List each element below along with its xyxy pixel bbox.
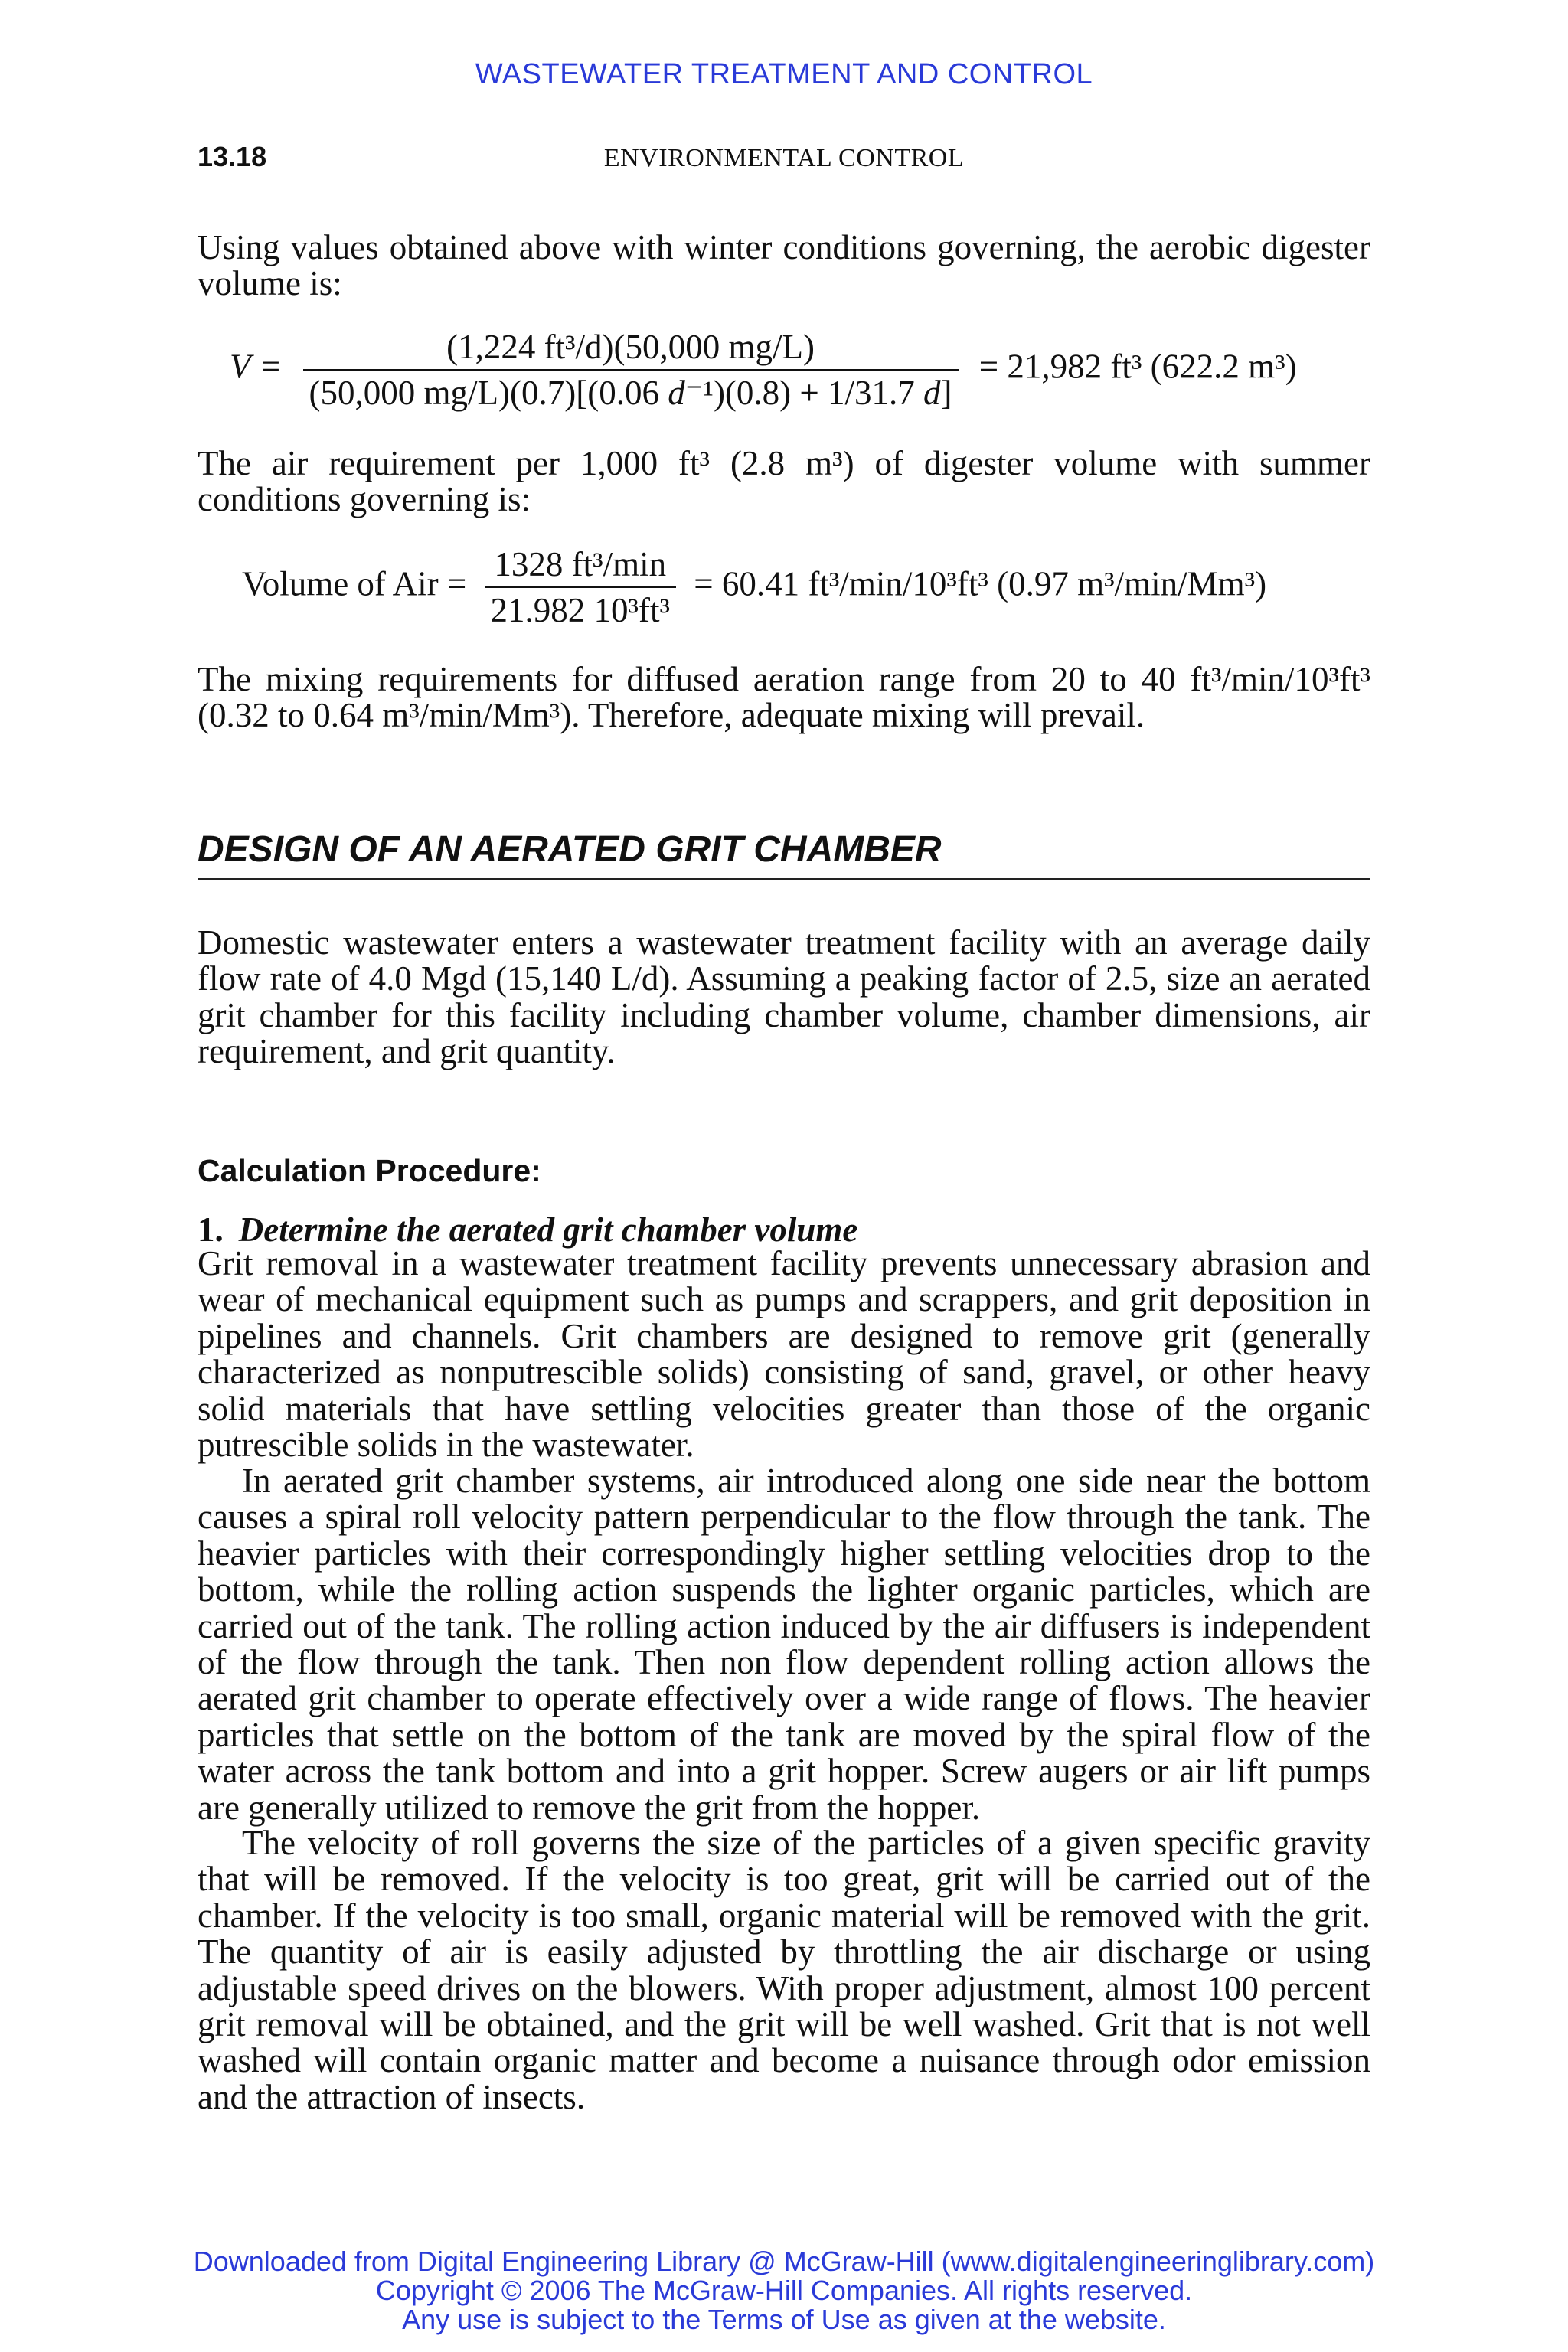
equation-lhs: Volume of Air = — [242, 564, 467, 603]
intro-paragraph-1: Using values obtained above with winter conditions governing, the aerobic digester volume is: — [198, 228, 1370, 303]
footer-download-link[interactable]: Downloaded from Digital Engineering Library @ McGraw-Hill (www.digitalengineeringlibrary.com) — [193, 2246, 1375, 2277]
chapter-title: ENVIRONMENTAL CONTROL — [603, 144, 965, 172]
heading-rule — [198, 878, 1370, 880]
equation-fraction — [485, 545, 676, 629]
equation-lhs: V = — [230, 347, 283, 386]
equation-fraction — [303, 328, 959, 412]
step-title: Determine the aerated grit chamber volume — [238, 1210, 858, 1249]
page-number: 13.18 — [198, 141, 267, 172]
equation-numerator: (1,224 ft³/d)(50,000 mg/L) — [303, 328, 959, 371]
body-paragraph-1: Grit removal in a wastewater treatment facility prevents unnecessary abrasion and wear of mechanical equipment such as pumps and scrappers, and grit deposition in pipelines and channels. Grit chambers are designed to remove grit (generally characterized as nonputrescible solids) consisting of sand, gravel, or other heavy solid materials that have settling velocities greater than those of the organic putrescible solids in the wastewater. — [198, 1244, 1370, 1465]
footer-notice — [0, 2247, 1568, 2334]
running-title-link[interactable]: WASTEWATER TREATMENT AND CONTROL — [475, 58, 1093, 90]
equation-denominator: (50,000 mg/L)(0.7)[(0.06 d⁻¹)(0.8) + 1/31.7 d] — [309, 374, 952, 412]
body-paragraph-2: In aerated grit chamber systems, air introduced along one side near the bottom causes a spiral roll velocity pattern perpendicular to the flow through the tank. The heavier particles with their correspondingly higher settling velocities drop to the bottom, while the rolling action suspends the lighter organic particles, which are carried out of the tank. The rolling action induced by the air diffusers is independent of the flow through the tank. Then non flow dependent rolling action allows the aerated grit chamber to operate effectively over a wide range of flows. The heavier particles that settle on the bottom of the tank are moved by the spiral flow of the water across the tank bottom and into a grit hopper. Screw augers or air lift pumps are generally utilized to remove the grit from the hopper. — [198, 1462, 1370, 1827]
digester-volume-equation — [230, 328, 1378, 412]
equation-rhs: = 21,982 ft³ (622.2 m³) — [978, 347, 1297, 386]
body-paragraph-3: The velocity of roll governs the size of the particles of a given specific gravity that will be removed. If the velocity is too great, grit will be carried out of the chamber. If the velocity is too small, organic material will be removed with the grit. The quantity of air is easily adjusted by throttling the air discharge or using adjustable speed drives on the blowers. With proper adjustment, almost 100 percent grit removal will be obtained, and the grit will be well washed. Grit that is not well washed will contain organic matter and become a nuisance through odor emission and the attraction of insects. — [198, 1824, 1370, 2116]
equation-denominator: 21.982 10³ft³ — [490, 591, 671, 629]
footer-copyright: Copyright © 2006 The McGraw-Hill Companies. All rights reserved. — [375, 2275, 1193, 2306]
air-volume-equation — [242, 545, 1375, 629]
step-number: 1. — [198, 1210, 224, 1249]
intro-paragraph-3: The mixing requirements for diffused aeration range from 20 to 40 ft³/min/10³ft³ (0.32 to 0.64 m³/min/Mm³). Therefore, adequate mixing will prevail. — [198, 660, 1370, 735]
intro-paragraph-2: The air requirement per 1,000 ft³ (2.8 m³) of digester volume with summer conditions governing is: — [198, 444, 1370, 519]
problem-statement: Domestic wastewater enters a wastewater treatment facility with an average daily flow rate of 4.0 Mgd (15,140 L/d). Assuming a peaking factor of 2.5, size an aerated grit chamber for this facility including chamber volume, chamber dimensions, air requirement, and grit quantity. — [198, 923, 1370, 1071]
footer-terms-link[interactable]: Any use is subject to the Terms of Use as given at the website. — [402, 2304, 1166, 2335]
section-heading: DESIGN OF AN AERATED GRIT CHAMBER — [198, 829, 942, 870]
equation-numerator: 1328 ft³/min — [485, 545, 676, 588]
calculation-procedure-heading: Calculation Procedure: — [198, 1153, 541, 1188]
equation-rhs: = 60.41 ft³/min/10³ft³ (0.97 m³/min/Mm³) — [694, 564, 1267, 603]
